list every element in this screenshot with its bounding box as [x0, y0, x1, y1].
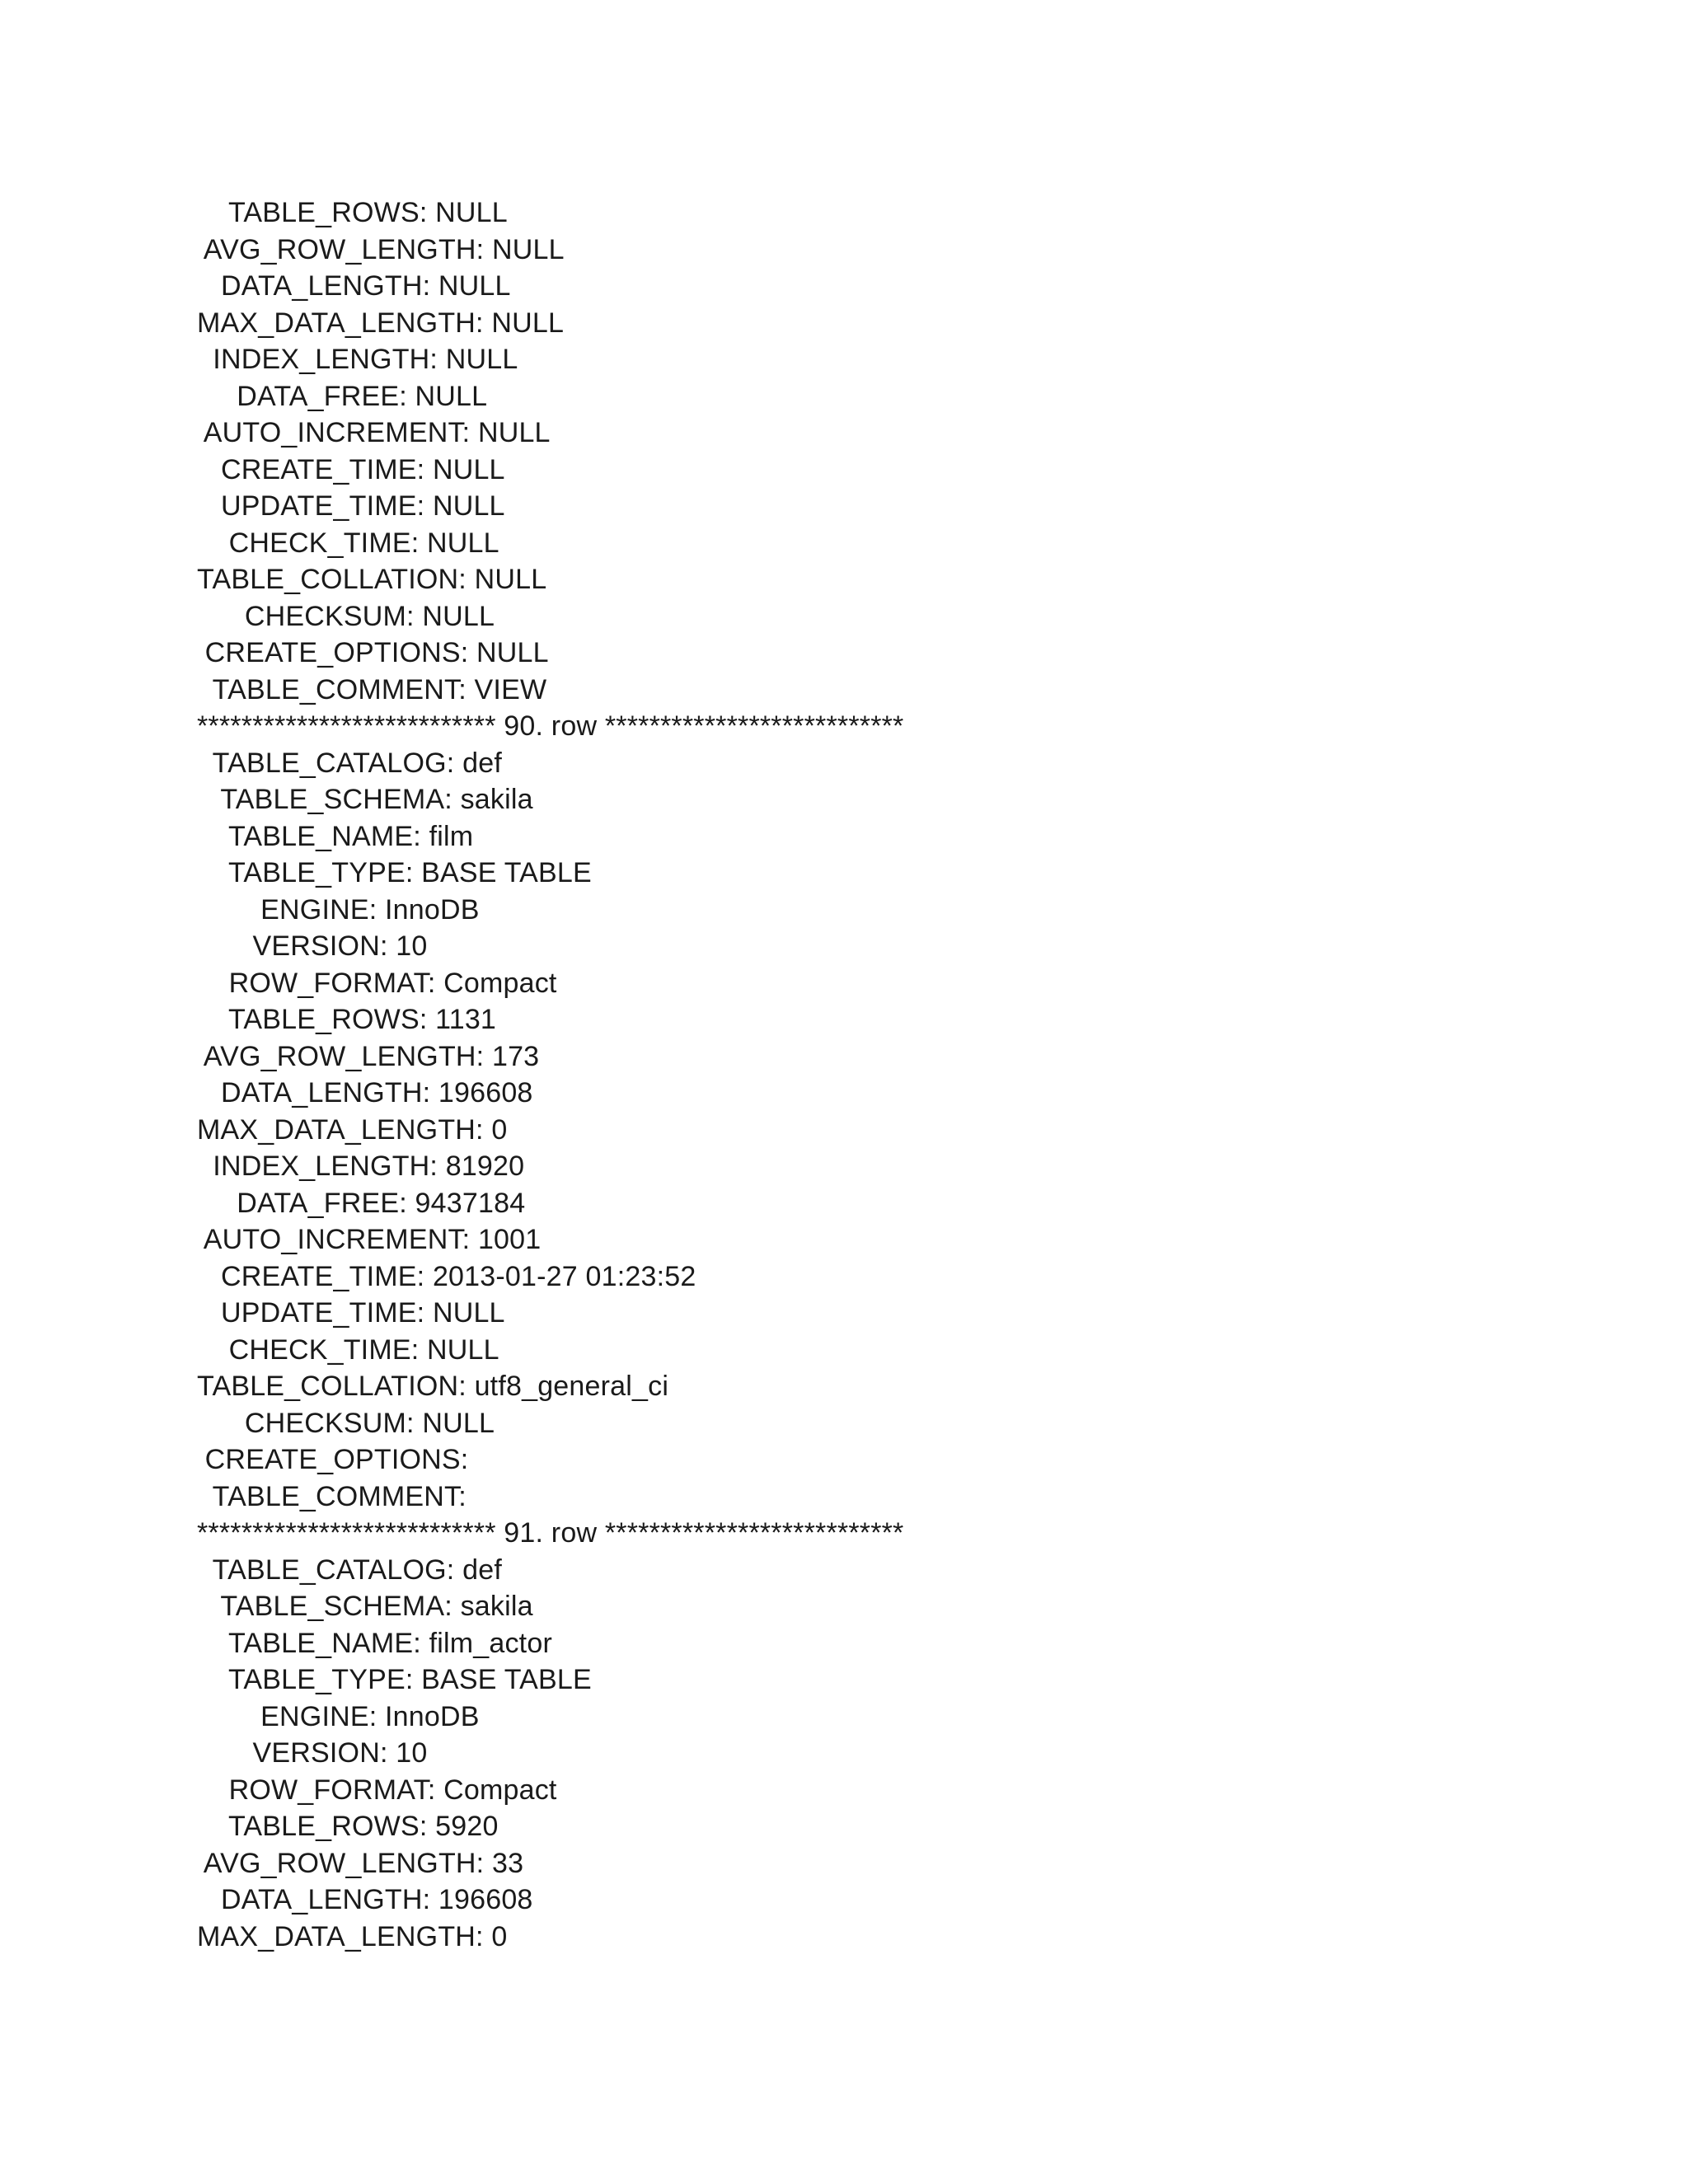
text-line: TABLE_CATALOG: def	[197, 747, 502, 779]
text-line: AUTO_INCREMENT: 1001	[197, 1224, 542, 1255]
text-line: INDEX_LENGTH: NULL	[197, 344, 518, 375]
text-line: VERSION: 10	[197, 1737, 428, 1769]
text-line: MAX_DATA_LENGTH: NULL	[197, 307, 565, 339]
text-line: TABLE_ROWS: NULL	[197, 197, 508, 228]
text-line: TABLE_COMMENT: VIEW	[197, 673, 547, 705]
text-line: TABLE_ROWS: 5920	[197, 1811, 499, 1842]
text-line: CREATE_TIME: 2013-01-27 01:23:52	[197, 1260, 696, 1292]
text-line: CREATE_OPTIONS:	[197, 1444, 469, 1475]
text-line: TABLE_CATALOG: def	[197, 1554, 502, 1586]
query-output-text	[197, 194, 1433, 1955]
text-line: DATA_FREE: NULL	[197, 380, 488, 412]
text-line: AVG_ROW_LENGTH: 173	[197, 1040, 540, 1072]
text-line: ROW_FORMAT: Compact	[197, 967, 557, 999]
text-line: ENGINE: InnoDB	[197, 1700, 480, 1732]
text-line: VERSION: 10	[197, 930, 428, 962]
text-line: AVG_ROW_LENGTH: 33	[197, 1847, 524, 1879]
text-line: AVG_ROW_LENGTH: NULL	[197, 233, 565, 265]
text-line: TABLE_NAME: film_actor	[197, 1627, 552, 1659]
text-line: CHECKSUM: NULL	[197, 600, 495, 632]
text-line: TABLE_ROWS: 1131	[197, 1004, 497, 1035]
text-line: CREATE_OPTIONS: NULL	[197, 637, 549, 668]
text-line: TABLE_TYPE: BASE TABLE	[197, 1664, 592, 1695]
text-line: CHECKSUM: NULL	[197, 1407, 495, 1439]
text-line: AUTO_INCREMENT: NULL	[197, 417, 551, 448]
text-line: INDEX_LENGTH: 81920	[197, 1151, 525, 1182]
text-line: DATA_LENGTH: 196608	[197, 1077, 533, 1108]
text-line: TABLE_COLLATION: NULL	[197, 564, 547, 595]
text-line: DATA_LENGTH: NULL	[197, 270, 511, 302]
text-line: TABLE_COLLATION: utf8_general_ci	[197, 1371, 669, 1402]
text-line: DATA_FREE: 9437184	[197, 1187, 526, 1219]
text-line: CHECK_TIME: NULL	[197, 527, 499, 559]
text-line: TABLE_TYPE: BASE TABLE	[197, 857, 592, 888]
row-separator: *************************** 91. row ***************************	[197, 1517, 904, 1549]
row-separator: *************************** 90. row ***************************	[197, 710, 904, 742]
text-line: TABLE_SCHEMA: sakila	[197, 1591, 533, 1622]
text-line: ROW_FORMAT: Compact	[197, 1774, 557, 1806]
text-line: UPDATE_TIME: NULL	[197, 1297, 505, 1329]
text-line: TABLE_COMMENT:	[197, 1480, 467, 1512]
text-line: CHECK_TIME: NULL	[197, 1333, 499, 1366]
text-line: MAX_DATA_LENGTH: 0	[197, 1113, 508, 1146]
text-line: TABLE_SCHEMA: sakila	[197, 784, 533, 815]
text-line: TABLE_NAME: film	[197, 820, 474, 852]
text-line: UPDATE_TIME: NULL	[197, 490, 505, 522]
text-line: CREATE_TIME: NULL	[197, 453, 505, 485]
text-line: MAX_DATA_LENGTH: 0	[197, 1920, 508, 1952]
text-line: DATA_LENGTH: 196608	[197, 1884, 533, 1915]
text-line: ENGINE: InnoDB	[197, 893, 480, 926]
